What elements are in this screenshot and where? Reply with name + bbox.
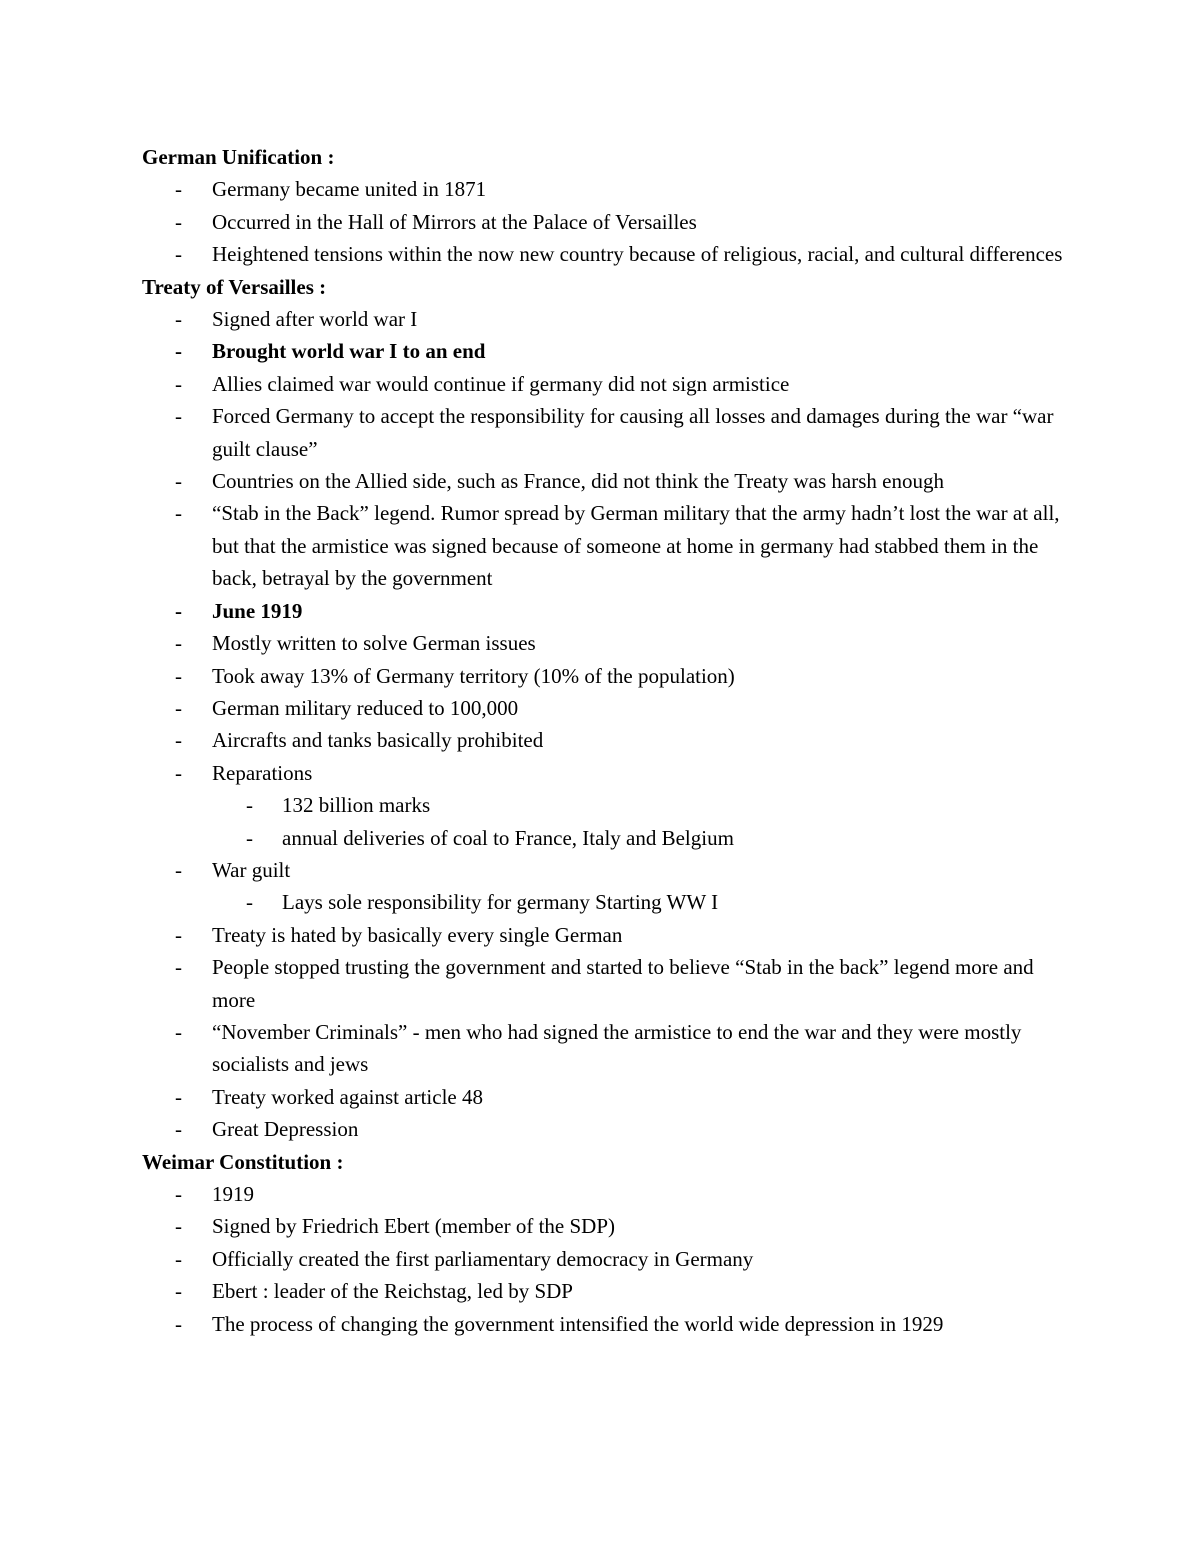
sub-list-item: - Lays sole responsibility for germany Starting WW I: [142, 886, 1072, 918]
bullet-dash: -: [175, 1311, 182, 1336]
bullet-dash: -: [175, 339, 182, 364]
list-item: - Signed after world war I: [142, 303, 1072, 335]
list-item: - Germany became united in 1871: [142, 173, 1072, 205]
list-item: - Heightened tensions within the now new country because of religious, racial, and cultural differences: [142, 238, 1072, 270]
list-item: - Signed by Friedrich Ebert (member of the SDP): [142, 1210, 1072, 1242]
list-item: - Great Depression: [142, 1113, 1072, 1145]
list-item: - Treaty worked against article 48: [142, 1081, 1072, 1113]
list-item: - Took away 13% of Germany territory (10% of the population): [142, 660, 1072, 692]
section-heading-weimar-constitution: Weimar Constitution :: [142, 1149, 344, 1174]
list-item: - German military reduced to 100,000: [142, 692, 1072, 724]
list-item: - Ebert : leader of the Reichstag, led by SDP: [142, 1275, 1072, 1307]
bullet-dash: -: [175, 209, 182, 234]
bullet-dash: -: [175, 631, 182, 656]
bullet-dash: -: [246, 890, 253, 915]
bullet-dash: -: [175, 1214, 182, 1239]
bullet-dash: -: [175, 501, 182, 526]
bullet-dash: -: [246, 793, 253, 818]
list-item: - Brought world war I to an end: [142, 335, 1072, 367]
list-item: - June 1919: [142, 595, 1072, 627]
notes-content: [142, 141, 1072, 1340]
bullet-dash: -: [175, 1117, 182, 1142]
section-heading-german-unification: German Unification :: [142, 145, 335, 169]
bullet-dash: -: [175, 371, 182, 396]
bullet-dash: -: [175, 695, 182, 720]
bullet-dash: -: [175, 177, 182, 202]
bullet-dash: -: [175, 1279, 182, 1304]
bullet-dash: -: [246, 825, 253, 850]
list-item: - The process of changing the government intensified the world wide depression in 1929: [142, 1308, 1072, 1340]
bullet-dash: -: [175, 598, 182, 623]
bullet-dash: -: [175, 760, 182, 785]
list-item: - Mostly written to solve German issues: [142, 627, 1072, 659]
list-item: - 1919: [142, 1178, 1072, 1210]
sub-list-item: - 132 billion marks: [142, 789, 1072, 821]
bullet-dash: -: [175, 663, 182, 688]
bullet-dash: -: [175, 857, 182, 882]
list-item: - “November Criminals” - men who had signed the armistice to end the war and they were mostly socialists and jews: [142, 1016, 1072, 1081]
bullet-dash: -: [175, 922, 182, 947]
bullet-dash: -: [175, 242, 182, 267]
bullet-dash: -: [175, 1182, 182, 1206]
list-item: - Forced Germany to accept the responsibility for causing all losses and damages during the war “war guilt clause”: [142, 400, 1072, 465]
list-item: - Treaty is hated by basically every single German: [142, 919, 1072, 951]
bullet-dash: -: [175, 404, 182, 429]
list-item: - Aircrafts and tanks basically prohibited: [142, 724, 1072, 756]
section-heading-treaty-of-versailles: Treaty of Versailles :: [142, 274, 327, 299]
list-item: - “Stab in the Back” legend. Rumor spread by German military that the army hadn’t lost the war at all, but that the armistice was signed because of someone at home in germany had stabbed them in the back, betrayal by the government: [142, 497, 1072, 594]
list-item: - Reparations: [142, 757, 1072, 789]
bullet-dash: -: [175, 955, 182, 980]
bullet-dash: -: [175, 728, 182, 753]
list-item: - Officially created the first parliamentary democracy in Germany: [142, 1243, 1072, 1275]
sub-list-item: - annual deliveries of coal to France, Italy and Belgium: [142, 822, 1072, 854]
list-item: - War guilt: [142, 854, 1072, 886]
bullet-dash: -: [175, 1246, 182, 1271]
bullet-dash: -: [175, 307, 182, 332]
list-item: - People stopped trusting the government and started to believe “Stab in the back” legend more and more: [142, 951, 1072, 1016]
list-item: - Countries on the Allied side, such as France, did not think the Treaty was harsh enough: [142, 465, 1072, 497]
list-item: - Occurred in the Hall of Mirrors at the Palace of Versailles: [142, 206, 1072, 238]
bullet-dash: -: [175, 469, 182, 494]
list-item: - Allies claimed war would continue if germany did not sign armistice: [142, 368, 1072, 400]
bullet-dash: -: [175, 1084, 182, 1109]
bullet-dash: -: [175, 1019, 182, 1044]
